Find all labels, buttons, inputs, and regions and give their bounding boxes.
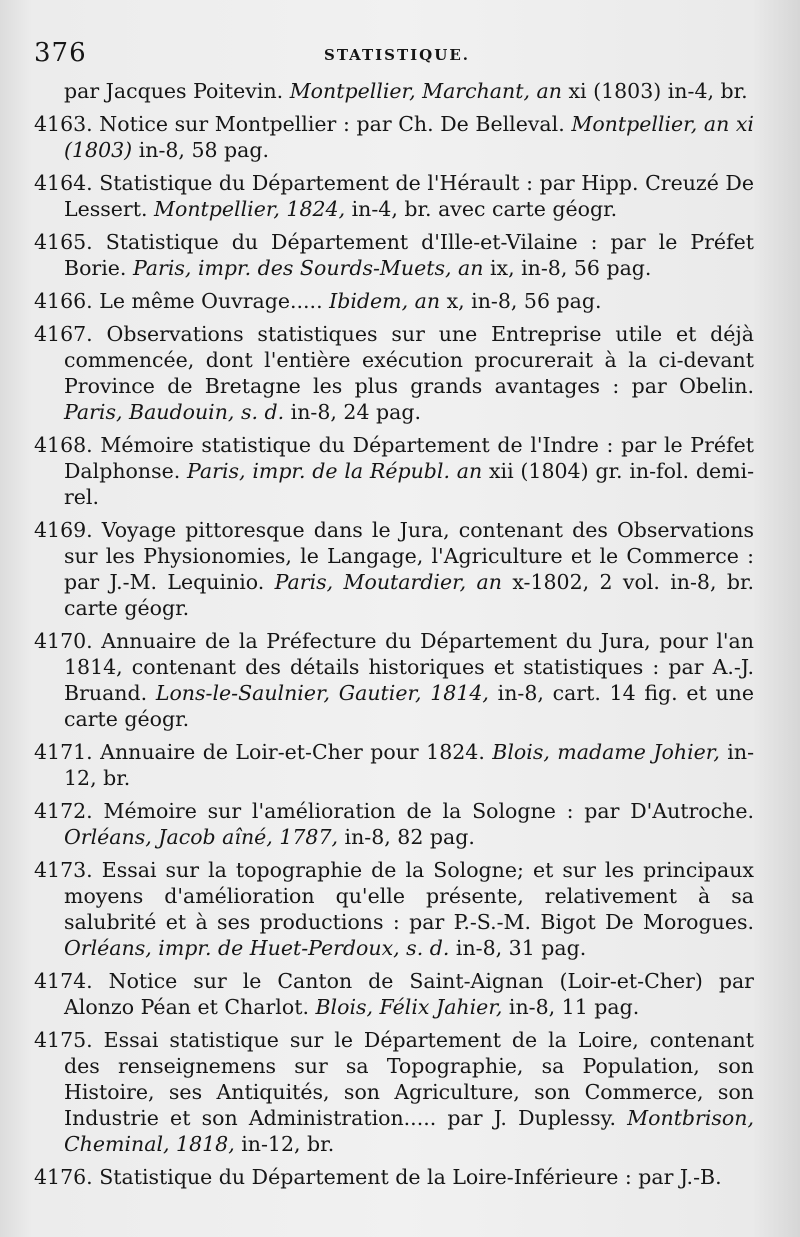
entry-text: Notice sur le Canton de Saint-Aignan (Loir-et-Cher) par Alonzo Péan et Charlot. [64,969,754,1019]
bibliography-entry [34,170,754,222]
entry-format: ix, in-8, 56 pag. [483,256,652,280]
entry-text: Mémoire statistique du Département de l'Indre : par le Préfet Dalphonse. [64,433,754,483]
entry-format: in-8, 31 pag. [449,936,587,960]
bibliography-entry [34,628,754,732]
entry-imprint: Orléans, impr. de Huet-Perdoux, s. d. [64,936,450,960]
entry-format: in-8, 11 pag. [502,995,640,1019]
entry-text: Statistique du Département d'Ille-et-Vilaine : par le Préfet Borie. [64,230,754,280]
entry-number: 4176. [34,1165,100,1189]
bibliography-entry [34,1027,754,1157]
running-title: STATISTIQUE. [324,46,470,64]
entry-number: 4168. [34,433,101,457]
entry-imprint: Blois, Félix Jahier, [315,995,503,1019]
entry-number: 4174. [34,969,109,993]
entry-text: Voyage pittoresque dans le Jura, contenant des Observations sur les Physionomies, le Langage, l'Agriculture et le Commerce : par J.-M. Lequinio. [64,518,754,594]
entry-number: 4167. [34,322,107,346]
entry-text: Essai statistique sur le Département de la Loire, contenant des renseignemens sur sa Topographie, sa Population, son Histoire, ses Antiquités, son Agriculture, son Commerce, son Industrie et son Administration..... par J. Duplessy. [64,1028,754,1130]
entry-number: 4163. [34,112,100,136]
entry-number: 4164. [34,171,100,195]
entry-continuation [34,78,754,104]
entry-imprint: Paris, Moutardier, an [274,570,502,594]
entry-text: par Jacques Poitevin. [64,79,290,103]
bibliography-entry [34,798,754,850]
entry-format: in-12, br. [234,1132,335,1156]
entry-imprint: Lons-le-Saulnier, Gautier, 1814, [155,681,489,705]
entry-imprint: Paris, impr. de la Républ. an [187,459,483,483]
bibliography-entry [34,517,754,621]
entry-number: 4166. [34,289,100,313]
entry-imprint: Montpellier, an xi (1803) [64,112,754,162]
entry-imprint: Montpellier, Marchant, an [289,79,562,103]
entry-text: Observations statistiques sur une Entreprise utile et déjà commencée, dont l'entière exécution procurerait à la ci-devant Province de Bretagne les plus grands avantages : par Obelin. [64,322,754,398]
entry-number: 4170. [34,629,102,653]
entry-format: in-12, br. [64,740,754,790]
entry-imprint: Ibidem, an [329,289,441,313]
entry-number: 4171. [34,740,101,764]
entry-text: Mémoire sur l'amélioration de la Sologne : par D'Autroche. [103,799,754,823]
entry-format: xii (1804) gr. in-fol. demi-rel. [64,459,754,509]
bibliography-entry [34,288,754,314]
entry-text: Annuaire de Loir-et-Cher pour 1824. [100,740,493,764]
entry-text: Statistique du Département de l'Hérault : par Hipp. Creuzé De Lessert. [64,171,754,221]
bibliography-entry [34,111,754,163]
entry-text: Statistique du Département de la Loire-Inférieure : par J.-B. [99,1165,722,1189]
entry-imprint: Blois, madame Johier, [492,740,720,764]
entry-format: in-8, cart. 14 fig. et une carte géogr. [64,681,754,731]
entry-text: Annuaire de la Préfecture du Département du Jura, pour l'an 1814, contenant des détails historiques et statistiques : par A.-J. Bruand. [64,629,754,705]
entry-format: xi (1803) in-4, br. [561,79,748,103]
bibliography-entry [34,229,754,281]
entry-format: in-8, 24 pag. [284,400,422,424]
entry-text: Le même Ouvrage..... [99,289,330,313]
bibliography-list [34,78,754,1197]
entry-format: x-1802, 2 vol. in-8, br. carte géogr. [64,570,755,620]
entry-number: 4175. [34,1028,104,1052]
bibliography-entry [34,1164,754,1190]
entry-imprint: Montbrison, Cheminal, 1818, [64,1106,754,1156]
entry-text: Essai sur la topographie de la Sologne; et sur les principaux moyens d'amélioration qu'elle présente, relativement à sa salubrité et à ses productions : par P.-S.-M. Bigot De Morogues. [64,858,754,934]
entry-number: 4173. [34,858,102,882]
page-number: 376 [34,38,87,68]
entry-imprint: Orléans, Jacob aîné, 1787, [64,825,339,849]
page-header [34,38,760,78]
entry-number: 4172. [34,799,104,823]
bibliography-entry [34,321,754,425]
bibliography-entry [34,968,754,1020]
entry-format: in-8, 82 pag. [338,825,475,849]
entry-text: Notice sur Montpellier : par Ch. De Belleval. [99,112,572,136]
bibliography-entry [34,857,754,961]
entry-number: 4169. [34,518,102,542]
entry-number: 4165. [34,230,106,254]
bibliography-entry [34,432,754,510]
entry-format: in-8, 58 pag. [132,138,270,162]
entry-imprint: Paris, Baudouin, s. d. [64,400,285,424]
entry-imprint: Montpellier, 1824, [154,197,346,221]
entry-format: in-4, br. avec carte géogr. [345,197,618,221]
bibliography-entry [34,739,754,791]
entry-format: x, in-8, 56 pag. [440,289,602,313]
entry-imprint: Paris, impr. des Sourds-Muets, an [132,256,484,280]
